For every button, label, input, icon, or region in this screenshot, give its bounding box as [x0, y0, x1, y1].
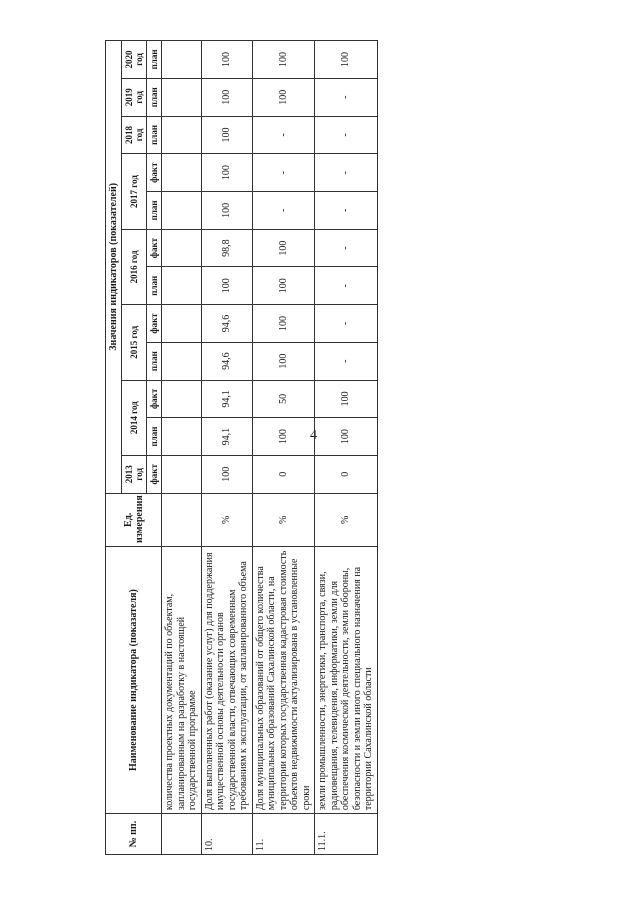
col-plan: план	[147, 116, 162, 154]
indicator-name: количества проектных документаций по объектам, запланированным на разработку в настоящей государственной программе	[162, 547, 202, 814]
col-plan: план	[147, 78, 162, 116]
indicator-name: Доля выполненных работ (оказание услуг) для поддержания имущественной основы деятельности органов государственной власти, отвечающих современным требованиям к эксплуатации, от запланированного объема	[201, 547, 252, 814]
value-cell: 100	[201, 154, 252, 192]
header-unit: Ед. измерения	[106, 493, 162, 546]
value-cell	[162, 342, 202, 380]
header-num: № пп.	[106, 814, 162, 855]
page-number: 4	[310, 428, 317, 443]
row-number: 11.1.	[315, 814, 378, 855]
col-fact: факт	[147, 154, 162, 192]
value-cell	[162, 192, 202, 230]
value-cell: 100	[201, 192, 252, 230]
col-fact: факт	[147, 229, 162, 267]
row-number	[162, 814, 202, 855]
value-cell: 0	[315, 455, 378, 493]
value-cell: 100	[201, 78, 252, 116]
value-cell: 100	[201, 116, 252, 154]
value-cell: 100	[201, 455, 252, 493]
header-values: Значения индикаторов (показателей)	[106, 41, 122, 494]
col-plan: план	[147, 192, 162, 230]
value-cell: -	[252, 116, 315, 154]
value-cell: 100	[315, 380, 378, 418]
value-cell: -	[315, 305, 378, 343]
year-2018: 2018 год	[122, 116, 147, 154]
value-cell: 94,6	[201, 342, 252, 380]
value-cell: -	[252, 154, 315, 192]
value-cell	[162, 41, 202, 79]
value-cell	[162, 116, 202, 154]
year-2017: 2017 год	[122, 154, 147, 229]
col-plan: план	[147, 267, 162, 305]
indicator-table	[105, 40, 378, 855]
table-row	[162, 41, 202, 855]
value-cell	[162, 229, 202, 267]
value-cell	[162, 418, 202, 456]
indicator-name: Доля муниципальных образований от общего количества муниципальных образований Сахалинской области, на территории которых государственная кадастровая стоимость объектов недвижимости актуализирована в установленные сроки	[252, 547, 315, 814]
value-cell: 100	[252, 41, 315, 79]
value-cell	[162, 305, 202, 343]
indicator-table-container	[105, 40, 374, 855]
header-name: Наименование индикатора (показателя)	[106, 547, 162, 814]
value-cell: -	[315, 342, 378, 380]
col-plan: план	[147, 342, 162, 380]
value-cell: 94,6	[201, 305, 252, 343]
value-cell: 0	[252, 455, 315, 493]
value-cell: 98,8	[201, 229, 252, 267]
unit-cell: %	[252, 493, 315, 546]
value-cell: -	[315, 229, 378, 267]
value-cell: -	[252, 192, 315, 230]
table-row	[252, 41, 315, 855]
table-row	[315, 41, 378, 855]
row-number: 10.	[201, 814, 252, 855]
value-cell: 100	[252, 267, 315, 305]
unit-cell: %	[315, 493, 378, 546]
value-cell: 100	[315, 418, 378, 456]
year-2019: 2019 год	[122, 78, 147, 116]
table-row	[201, 41, 252, 855]
value-cell: -	[315, 116, 378, 154]
value-cell: 100	[252, 229, 315, 267]
value-cell: 94,1	[201, 380, 252, 418]
value-cell: -	[315, 154, 378, 192]
value-cell: 100	[252, 78, 315, 116]
year-2014: 2014 год	[122, 380, 147, 455]
value-cell: 100	[201, 41, 252, 79]
value-cell	[162, 154, 202, 192]
year-2016: 2016 год	[122, 229, 147, 304]
value-cell: 100	[252, 418, 315, 456]
value-cell: 100	[315, 41, 378, 79]
col-plan: план	[147, 41, 162, 79]
value-cell	[162, 455, 202, 493]
value-cell: 94,1	[201, 418, 252, 456]
value-cell	[162, 78, 202, 116]
col-fact: факт	[147, 380, 162, 418]
indicator-name: земли промышленности, энергетики, транспорта, связи, радиовещания, телевидения, информатики, земли для обеспечения космической деятельности, земли обороны, безопасности и земли иного специального назначения на территории Сахалинской области	[315, 547, 378, 814]
value-cell: 100	[252, 305, 315, 343]
year-2020: 2020 год	[122, 41, 147, 79]
value-cell: 50	[252, 380, 315, 418]
value-cell	[162, 380, 202, 418]
col-fact: факт	[147, 305, 162, 343]
value-cell: -	[315, 192, 378, 230]
unit-cell: %	[201, 493, 252, 546]
value-cell: 100	[201, 267, 252, 305]
year-2013: 2013 год	[122, 455, 147, 493]
col-fact: факт	[147, 455, 162, 493]
col-plan: план	[147, 418, 162, 456]
unit-cell	[162, 493, 202, 546]
value-cell: -	[315, 78, 378, 116]
value-cell	[162, 267, 202, 305]
value-cell: 100	[252, 342, 315, 380]
row-number: 11.	[252, 814, 315, 855]
value-cell: -	[315, 267, 378, 305]
year-2015: 2015 год	[122, 305, 147, 380]
